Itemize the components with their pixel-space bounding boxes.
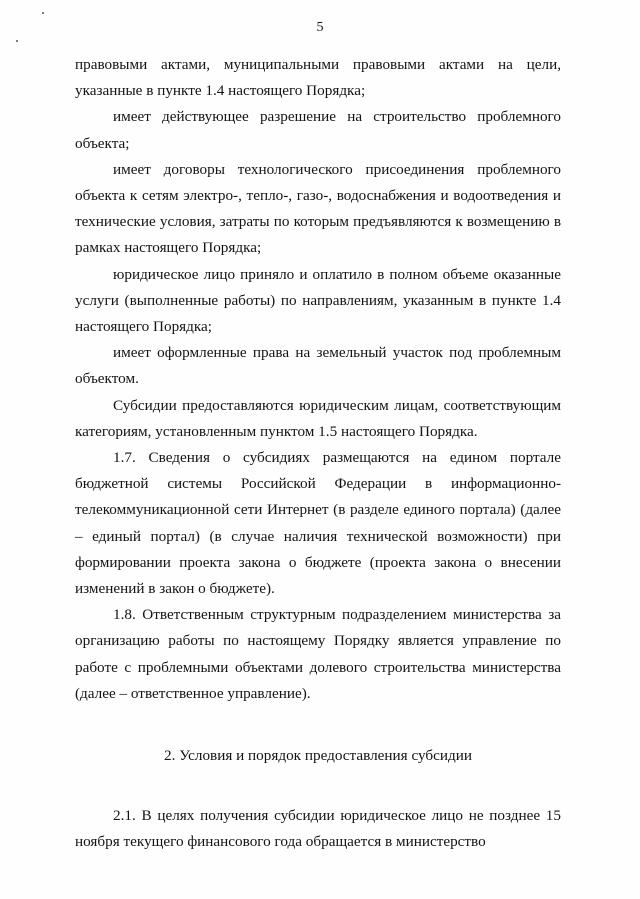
paragraph: 1.7. Сведения о субсидиях размещаются на едином портале бюджетной системы Российской Федерации в информационно-телекоммуникационной сети Интернет (в разделе единого портала) (далее – единый портал) (в случае наличия технической возможности) при формировании проекта закона о бюджете (проекта закона о внесении изменений в закон о бюджете). [75,449,561,598]
section-heading: 2. Условия и порядок предоставления субсидии [164,747,472,765]
paragraph: имеет действующее разрешение на строительство проблемного объекта; [75,108,561,152]
paragraph: 2.1. В целях получения субсидии юридическое лицо не позднее 15 ноября текущего финансового года обращается в министерство [75,807,561,851]
paragraph: правовыми актами, муниципальными правовыми актами на цели, указанные в пункте 1.4 настоящего Порядка; [75,56,561,100]
page-number: 5 [316,20,324,35]
scan-speck [42,12,44,14]
paragraph: имеет оформленные права на земельный участок под проблемным объектом. [75,344,561,388]
document-body [75,52,561,856]
paragraph: 1.8. Ответственным структурным подразделением министерства за организацию работы по настоящему Порядку является управление по работе с проблемными объектами долевого строительства министерства (далее – ответственное управление). [75,606,561,702]
paragraph: Субсидии предоставляются юридическим лицам, соответствующим категориям, установленным пунктом 1.5 настоящего Порядка. [75,396,561,440]
paragraph: имеет договоры технологического присоединения проблемного объекта к сетям электро-, тепло-, газо-, водоснабжения и водоотведения и технические условия, затраты по которым предъявляются к возмещению в рамках настоящего Порядка; [75,160,561,257]
scan-speck [16,40,18,42]
paragraph: юридическое лицо приняло и оплатило в полном объеме оказанные услуги (выполненные работы) по направлениям, указанным в пункте 1.4 настоящего Порядка; [75,265,561,336]
